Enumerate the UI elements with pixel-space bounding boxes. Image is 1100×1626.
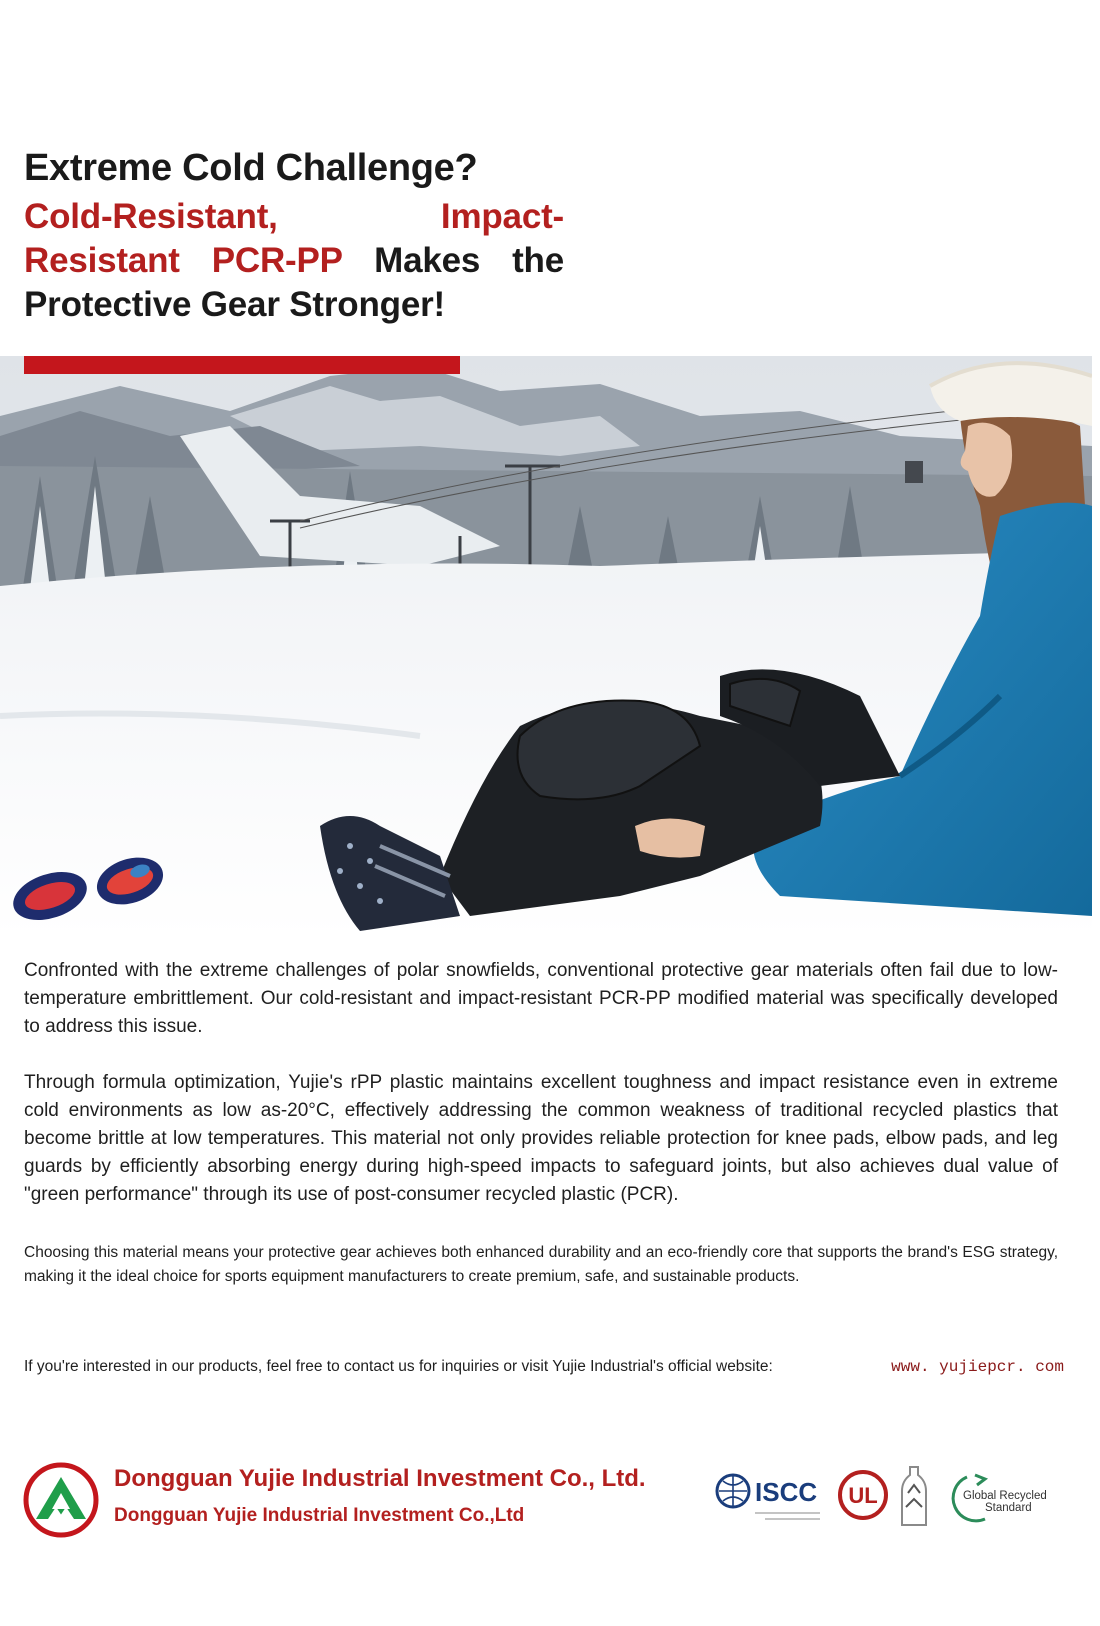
intro-paragraph: Confronted with the extreme challenges of polar snowfields, conventional protective gear materials often fail due to low-temperature embrittlement. Our cold-resistant and impact-resistant PCR-PP modified material was specifically developed to address this issue. bbox=[24, 960, 1058, 1037]
accent-bar bbox=[24, 356, 460, 374]
ul-logo-icon bbox=[837, 1469, 889, 1521]
grs-label-line1: Global Recycled bbox=[963, 1490, 1047, 1502]
global-recycled-standard-icon bbox=[945, 1469, 1065, 1529]
page-subtitle bbox=[24, 195, 564, 327]
footer bbox=[0, 1455, 1100, 1575]
summary-paragraph: Choosing this material means your protective gear achieves both enhanced durability and an eco-friendly core that supports the brand's ESG strategy, making it the ideal choice for sports equipment manufacturers to create premium, safe, and sustainable products. bbox=[24, 1244, 1058, 1285]
certifications bbox=[715, 1461, 1075, 1531]
recycled-bottle-icon bbox=[892, 1463, 936, 1529]
hero-illustration bbox=[0, 356, 1092, 938]
detail-paragraph: Through formula optimization, Yujie's rPP plastic maintains excellent toughness and impact resistance even in extreme cold environments as low as-20°C, effectively addressing the common weakness of traditional recycled plastics that become brittle at low temperatures. This material not only provides reliable protection for knee pads, elbow pads, and leg guards by efficiently absorbing energy during high-speed impacts to safeguard joints, but also achieves dual value of "green performance" through its use of post-consumer recycled plastic (PCR). bbox=[24, 1072, 1058, 1205]
contact-line bbox=[24, 1355, 1064, 1379]
page-title: Extreme Cold Challenge? bbox=[24, 147, 478, 189]
iscc-logo-icon bbox=[715, 1469, 825, 1529]
grs-label-line2: Standard bbox=[985, 1502, 1032, 1514]
company-name-primary: Dongguan Yujie Industrial Investment Co., Ltd. bbox=[114, 1465, 646, 1492]
iscc-label: ISCC bbox=[755, 1477, 818, 1507]
company-logo-icon bbox=[22, 1461, 100, 1539]
subtitle-line3: Protective Gear Stronger! bbox=[24, 285, 445, 324]
contact-text: If you're interested in our products, feel free to contact us for inquiries or visit Yujie Industrial's official website: bbox=[24, 1358, 773, 1375]
headline bbox=[24, 145, 564, 327]
website-link[interactable]: www. yujiepcr. com bbox=[891, 1358, 1064, 1376]
company-name-secondary: Dongguan Yujie Industrial Investment Co.,Ltd bbox=[114, 1505, 525, 1526]
ul-label: UL bbox=[848, 1483, 878, 1508]
hero-image bbox=[0, 356, 1092, 938]
subtitle-continuation: Makes the bbox=[374, 241, 564, 280]
subtitle-highlight: Cold-Resistant, Impact-Resistant PCR-PP bbox=[24, 197, 564, 280]
